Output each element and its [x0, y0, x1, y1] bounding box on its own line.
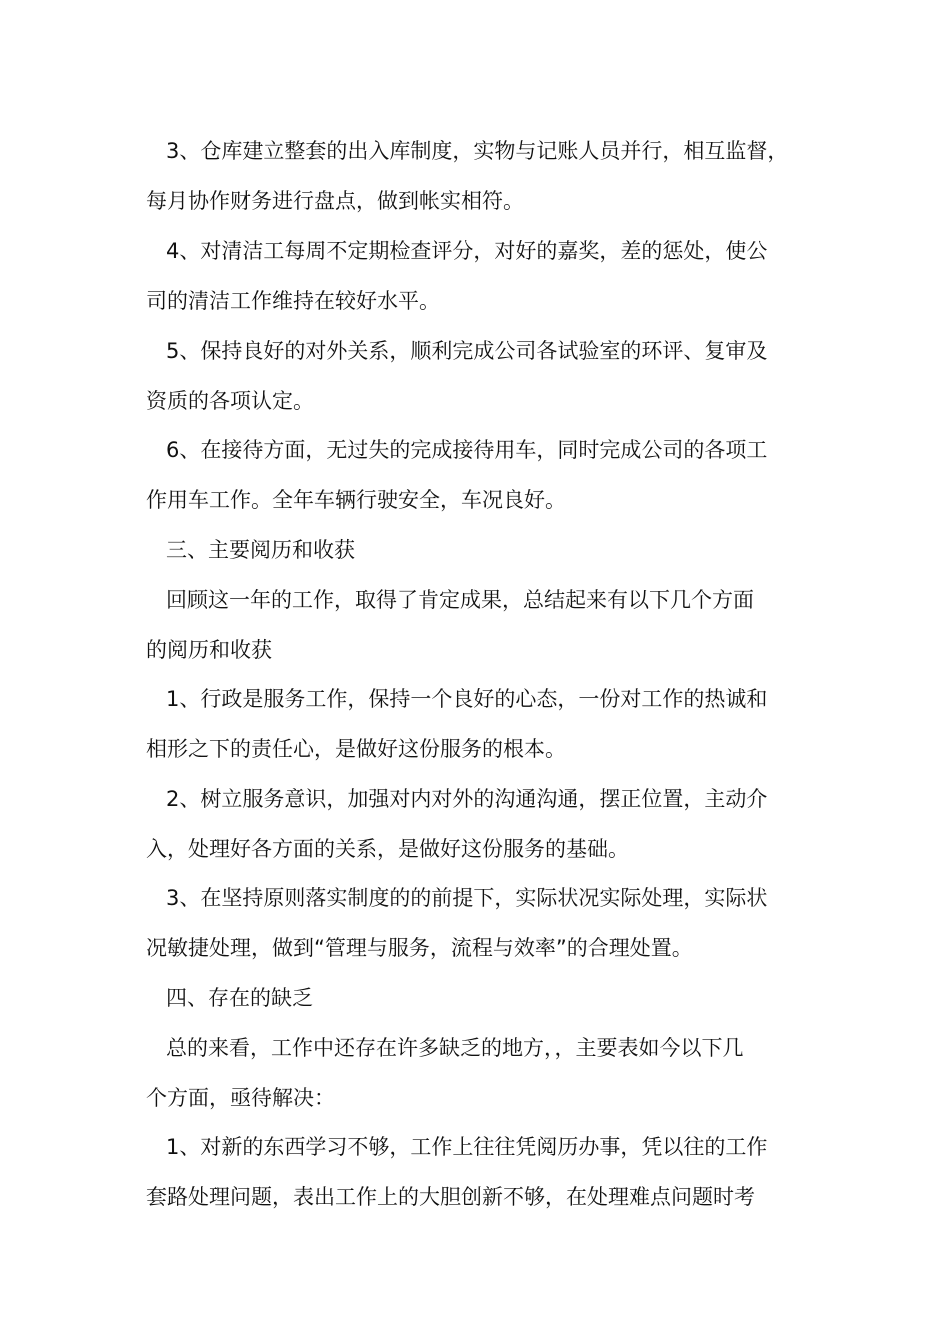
text-line: 作用车工作。全年车辆行驶安全，车况良好。 — [146, 488, 566, 512]
text-line: 的阅历和收获 — [146, 638, 272, 662]
section-heading: 四、存在的缺乏 — [166, 986, 313, 1010]
text-line: 套路处理问题，表出工作上的大胆创新不够，在处理难点问题时考 — [146, 1185, 755, 1209]
text-line: 5、保持良好的对外关系，顺利完成公司各试验室的环评、复审及 — [166, 339, 768, 363]
text-line: 入，处理好各方面的关系，是做好这份服务的基础。 — [146, 837, 629, 861]
text-line: 司的清洁工作维持在较好水平。 — [146, 289, 440, 313]
text-line: 相形之下的责任心，是做好这份服务的根本。 — [146, 737, 566, 761]
text-line: 3、在坚持原则落实制度的的前提下，实际状况实际处理，实际状 — [166, 886, 768, 910]
text-line: 3、仓库建立整套的出入库制度，实物与记账人员并行，相互监督， — [166, 139, 789, 163]
text-line: 况敏捷处理，做到“管理与服务，流程与效率”的合理处置。 — [146, 936, 693, 960]
text-line: 1、对新的东西学习不够，工作上往往凭阅历办事，凭以往的工作 — [166, 1135, 768, 1159]
text-line: 每月协作财务进行盘点，做到帐实相符。 — [146, 189, 524, 213]
text-line: 回顾这一年的工作，取得了肯定成果，总结起来有以下几个方面 — [166, 588, 754, 612]
text-line: 资质的各项认定。 — [146, 389, 314, 413]
text-line: 个方面，亟待解决： — [146, 1086, 335, 1110]
section-heading: 三、主要阅历和收获 — [166, 538, 355, 562]
text-line: 6、在接待方面，无过失的完成接待用车，同时完成公司的各项工 — [166, 438, 768, 462]
text-line: 4、对清洁工每周不定期检查评分，对好的嘉奖，差的惩处，使公 — [166, 239, 768, 263]
text-line: 总的来看，工作中还存在许多缺乏的地方，，主要表如今以下几 — [166, 1036, 744, 1060]
text-line: 1、行政是服务工作，保持一个良好的心态，一份对工作的热诚和 — [166, 687, 768, 711]
text-line: 2、树立服务意识，加强对内对外的沟通沟通，摆正位置，主动介 — [166, 787, 768, 811]
